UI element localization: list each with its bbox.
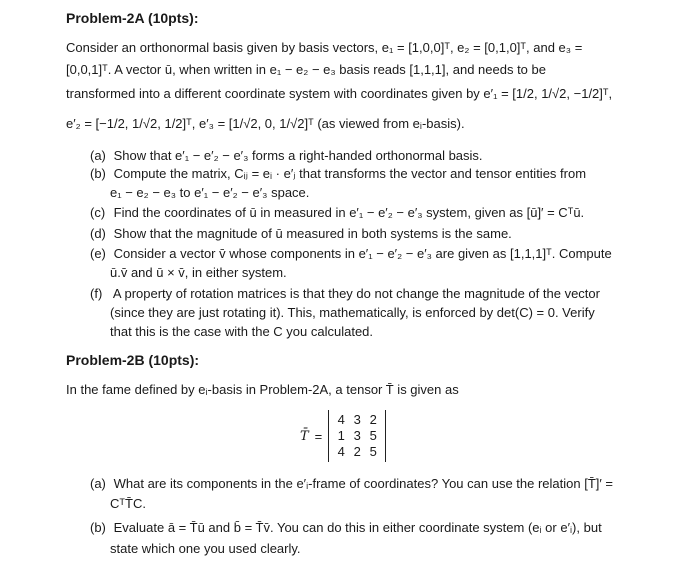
item-text: Show that e′₁ − e′₂ − e′₃ forms a right-handed orthonormal basis. [113, 148, 483, 163]
item-b-cont: e₁ − e₂ − e₃ to e′₁ − e′₂ − e′₃ space. [110, 185, 310, 200]
item-e-cont: ū.v̄ and ū × v̄, in either system. [110, 265, 287, 280]
matrix-cell: 4 [337, 412, 345, 427]
matrix-cell: 5 [369, 428, 377, 443]
item-2b-b-cont: state which one you used clearly. [110, 541, 301, 556]
item-label: (a) [90, 148, 106, 163]
matrix-cell: 3 [353, 428, 361, 443]
item-2b-a [90, 476, 613, 491]
item-text: Evaluate ā = T̄ū and b̄ = T̄v̄. You can do this in either coordinate system (eᵢ or e′ᵢ), but [113, 520, 602, 535]
matrix-equals: = [314, 428, 323, 444]
item-label: (b) [90, 520, 106, 535]
item-text: A property of rotation matrices is that they do not change the magnitude of the vector [112, 286, 600, 301]
intro-line-4: e′₂ = [−1/2, 1/√2, 1/2]ᵀ, e′₃ = [1/√2, 0, 1/√2]ᵀ (as viewed from eᵢ-basis). [66, 116, 465, 131]
item-label: (f) [90, 286, 103, 301]
item-2b-a-cont: CᵀT̄C. [110, 496, 146, 511]
matrix-cell: 4 [337, 444, 345, 459]
item-c [90, 205, 584, 220]
item-d [90, 226, 512, 241]
item-2b-b [90, 520, 602, 535]
item-text: What are its components in the e′ᵢ-frame of coordinates? You can use the relation [T̄]′ = [113, 476, 614, 491]
item-f [90, 286, 600, 301]
item-text: Compute the matrix, Cᵢⱼ = eᵢ · e′ⱼ that transforms the vector and tensor entities from [113, 166, 587, 181]
item-label: (e) [90, 246, 106, 261]
item-label: (c) [90, 205, 106, 220]
item-f-cont-2: that this is the case with the C you calculated. [110, 324, 374, 339]
item-text: Show that the magnitude of ū measured in both systems is the same. [113, 226, 512, 241]
item-label: (d) [90, 226, 106, 241]
intro-line-1: Consider an orthonormal basis given by basis vectors, e₁ = [1,0,0]ᵀ, e₂ = [0,1,0]ᵀ, and e₃ = [66, 40, 583, 55]
item-b [90, 166, 586, 182]
tensor-matrix-block [300, 410, 386, 462]
intro-line-2: [0,0,1]ᵀ. A vector ū, when written in e₁ − e₂ − e₃ basis reads [1,1,1], and needs to be [66, 62, 546, 77]
matrix-name: T̄ [300, 428, 309, 444]
item-e [90, 246, 612, 261]
item-label: (a) [90, 476, 106, 491]
item-text: Find the coordinates of ū in measured in e′₁ − e′₂ − e′₃ system, given as [ū]′ = Cᵀū. [113, 205, 585, 220]
problem-2b-title: Problem-2B (10pts): [66, 352, 200, 368]
matrix-cell: 3 [353, 412, 361, 427]
matrix-cell: 2 [353, 444, 361, 459]
problem-2a-title: Problem-2A (10pts): [66, 10, 199, 26]
item-f-cont-1: (since they are just rotating it). This, mathematically, is enforced by det(C) = 0. Verify [110, 305, 595, 320]
intro-line-3: transformed into a different coordinate system with coordinates given by e′₁ = [1/2, 1/√2, −1/2]ᵀ, [66, 86, 613, 101]
problem-2b-intro: In the fame defined by eᵢ-basis in Problem-2A, a tensor T̄ is given as [66, 382, 459, 397]
item-a [90, 148, 483, 163]
tensor-matrix [328, 410, 386, 462]
matrix-cell: 2 [369, 412, 377, 427]
matrix-cell: 1 [337, 428, 345, 443]
item-label: (b) [90, 166, 106, 181]
matrix-cell: 5 [369, 444, 377, 459]
item-text: Consider a vector v̄ whose components in e′₁ − e′₂ − e′₃ are given as [1,1,1]ᵀ. Compute [113, 246, 612, 261]
